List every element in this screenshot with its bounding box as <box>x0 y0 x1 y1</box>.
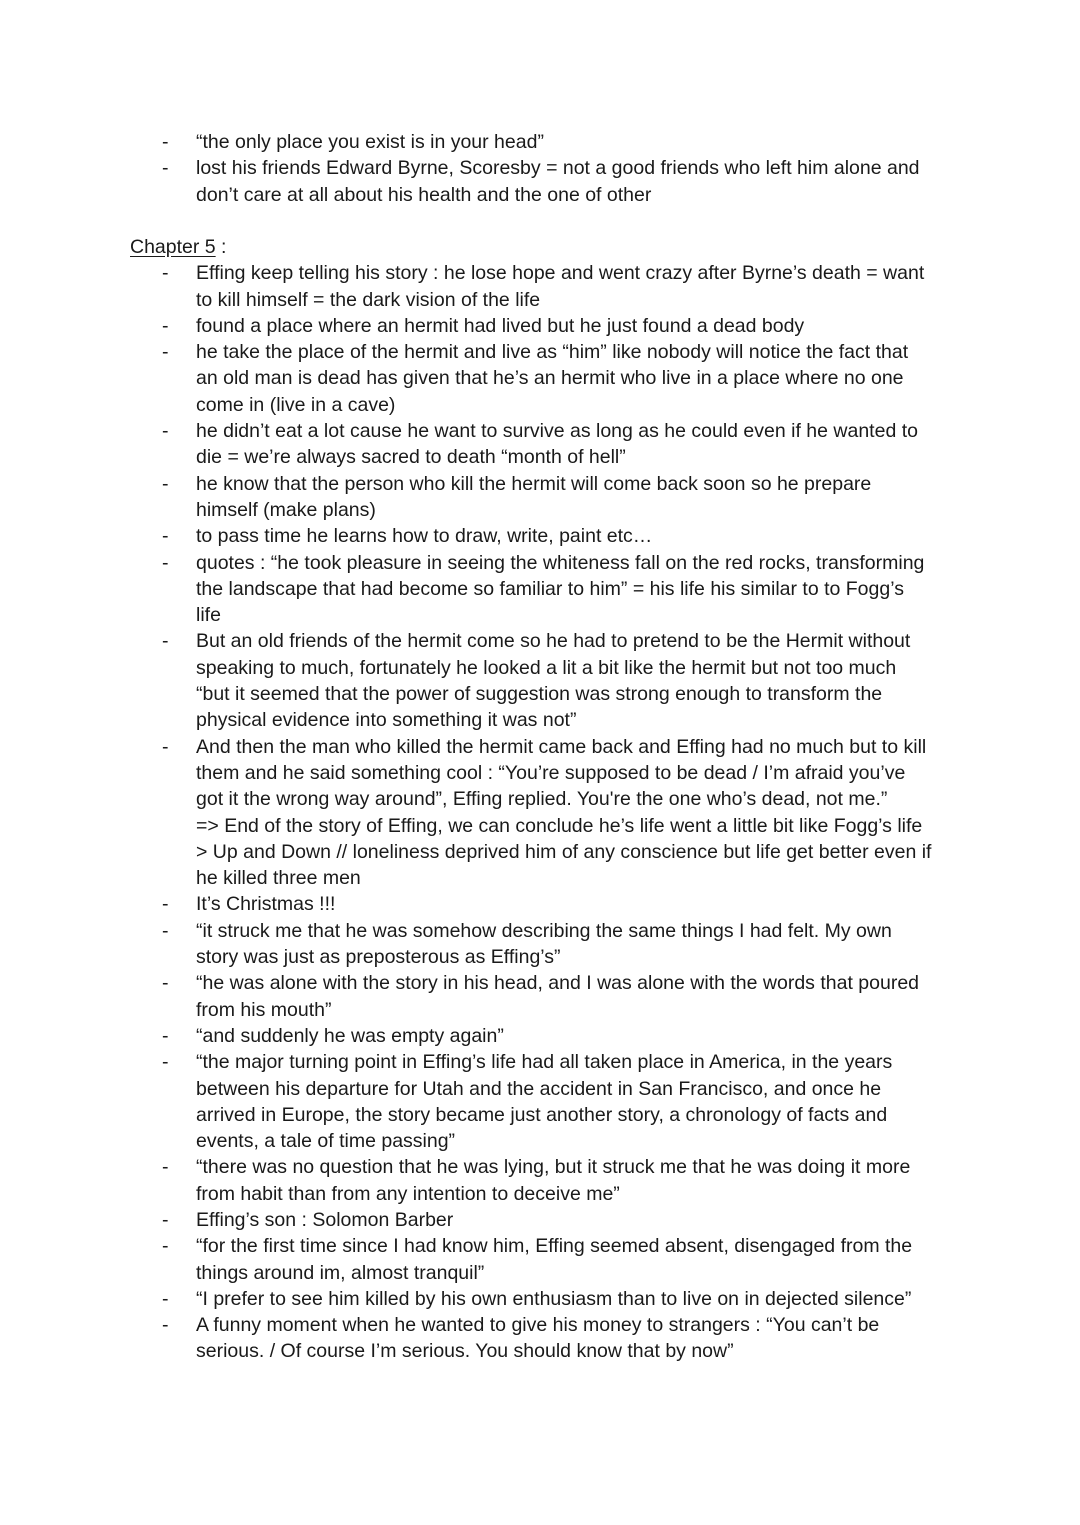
top-notes <box>130 129 960 208</box>
list-item: - “he was alone with the story in his head, and I was alone with the words that poured from his mouth” <box>130 970 960 1023</box>
chapter-heading <box>130 234 960 260</box>
list-item: - quotes : “he took pleasure in seeing the whiteness fall on the red rocks, transforming the landscape that had become so familiar to him” = his life his similar to to Fogg’s life <box>130 550 960 629</box>
list-item: - Effing’s son : Solomon Barber <box>130 1207 960 1233</box>
list-item: - But an old friends of the hermit come so he had to pretend to be the Hermit without speaking to much, fortunately he looked a lit a bit like the hermit but not too much “but it seemed that the power of suggestion was strong enough to transform the physical evidence into something it was not” <box>130 628 960 733</box>
list-item: - A funny moment when he wanted to give his money to strangers : “You can’t be serious. / Of course I’m serious. You should know that by now” <box>130 1312 960 1365</box>
top-bullet-list <box>130 129 960 208</box>
list-item: - he know that the person who kill the hermit will come back soon so he prepare himself (make plans) <box>130 471 960 524</box>
list-item: - “I prefer to see him killed by his own enthusiasm than to live on in dejected silence” <box>130 1286 960 1312</box>
list-item: - “and suddenly he was empty again” <box>130 1023 960 1049</box>
list-item: - he take the place of the hermit and live as “him” like nobody will notice the fact that an old man is dead has given that he’s an hermit who live in a place where no one come in (live in a cave) <box>130 339 960 418</box>
chapter-bullet-list <box>130 260 960 1364</box>
list-item: - lost his friends Edward Byrne, Scoresby = not a good friends who left him alone and don’t care at all about his health and the one of other <box>130 155 960 208</box>
list-item: - “the only place you exist is in your head” <box>130 129 960 155</box>
list-item: - And then the man who killed the hermit came back and Effing had no much but to kill them and he said something cool : “You’re supposed to be dead / I’m afraid you’ve got it the wrong way around”, Effing replied. You're the one who’s dead, not me.” => End of the story of Effing, we can conclude he’s life went a little bit like Fogg’s life > Up and Down // loneliness deprived him of any conscience but life get better even if he killed three men <box>130 734 960 892</box>
chapter-title: Chapter 5 <box>130 236 216 258</box>
list-item: - to pass time he learns how to draw, write, paint etc… <box>130 523 960 549</box>
list-item: - Effing keep telling his story : he lose hope and went crazy after Byrne’s death = want to kill himself = the dark vision of the life <box>130 260 960 313</box>
list-item: - “there was no question that he was lying, but it struck me that he was doing it more from habit than from any intention to deceive me” <box>130 1154 960 1207</box>
list-item: - he didn’t eat a lot cause he want to survive as long as he could even if he wanted to die = we’re always sacred to death “month of hell” <box>130 418 960 471</box>
chapter-title-suffix: : <box>215 236 227 258</box>
list-item: - found a place where an hermit had lived but he just found a dead body <box>130 313 960 339</box>
list-item: - “the major turning point in Effing’s life had all taken place in America, in the years between his departure for Utah and the accident in San Francisco, and once he arrived in Europe, the story became just another story, a chronology of facts and events, a tale of time passing” <box>130 1049 960 1154</box>
list-item: - “for the first time since I had know him, Effing seemed absent, disengaged from the things around im, almost tranquil” <box>130 1233 960 1286</box>
list-item: - It’s Christmas !!! <box>130 891 960 917</box>
chapter-section <box>130 234 960 1365</box>
list-item: - “it struck me that he was somehow describing the same things I had felt. My own story was just as preposterous as Effing’s” <box>130 918 960 971</box>
